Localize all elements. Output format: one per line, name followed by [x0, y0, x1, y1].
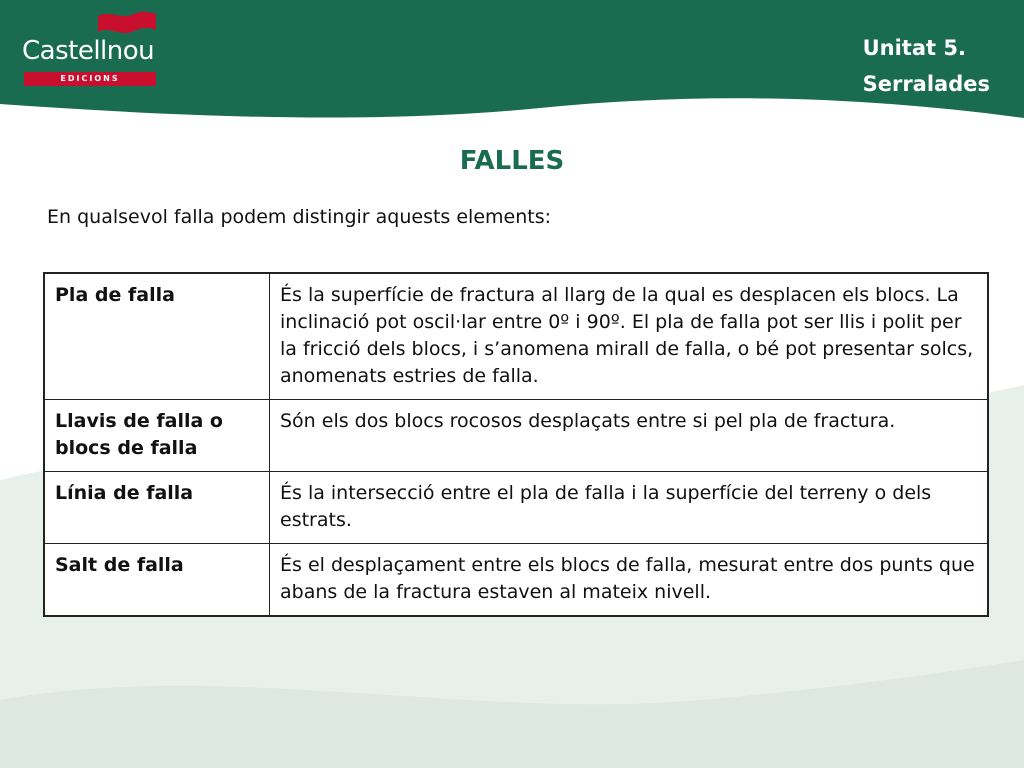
intro-text: En qualsevol falla podem distingir aquests elements:: [47, 206, 552, 228]
unit-title: Serralades: [862, 72, 990, 96]
table-row: [44, 472, 988, 544]
definition-cell: És el desplaçament entre els blocs de falla, mesurat entre dos punts que abans de la fractura estaven al mateix nivell.: [270, 544, 989, 617]
term-cell: Pla de falla: [44, 273, 270, 400]
logo-subtitle: EDICIONS: [24, 72, 156, 86]
table-row: [44, 400, 988, 472]
definition-cell: Són els dos blocs rocosos desplaçats entre si pel pla de fractura.: [270, 400, 989, 472]
table-row: [44, 544, 988, 617]
unit-number: Unitat 5.: [862, 36, 966, 60]
term-cell: Línia de falla: [44, 472, 270, 544]
flag-icon: [96, 10, 158, 36]
logo-name: Castellnou: [22, 36, 155, 66]
unit-heading: [863, 30, 990, 102]
page-title: FALLES: [459, 146, 565, 176]
definition-cell: És la intersecció entre el pla de falla i la superfície del terreny o dels estrats.: [270, 472, 989, 544]
definitions-table: [43, 272, 989, 617]
publisher-logo: [22, 10, 162, 83]
table-row: [44, 273, 988, 400]
term-cell: Llavis de falla o blocs de falla: [44, 400, 270, 472]
term-cell: Salt de falla: [44, 544, 270, 617]
definition-cell: És la superfície de fractura al llarg de la qual es desplacen els blocs. La inclinació pot oscil·lar entre 0º i 90º. El pla de falla pot ser llis i polit per la fricció dels blocs, i s’anomena mirall de falla, o bé pot presentar solcs, anomenats estries de falla.: [270, 273, 989, 400]
